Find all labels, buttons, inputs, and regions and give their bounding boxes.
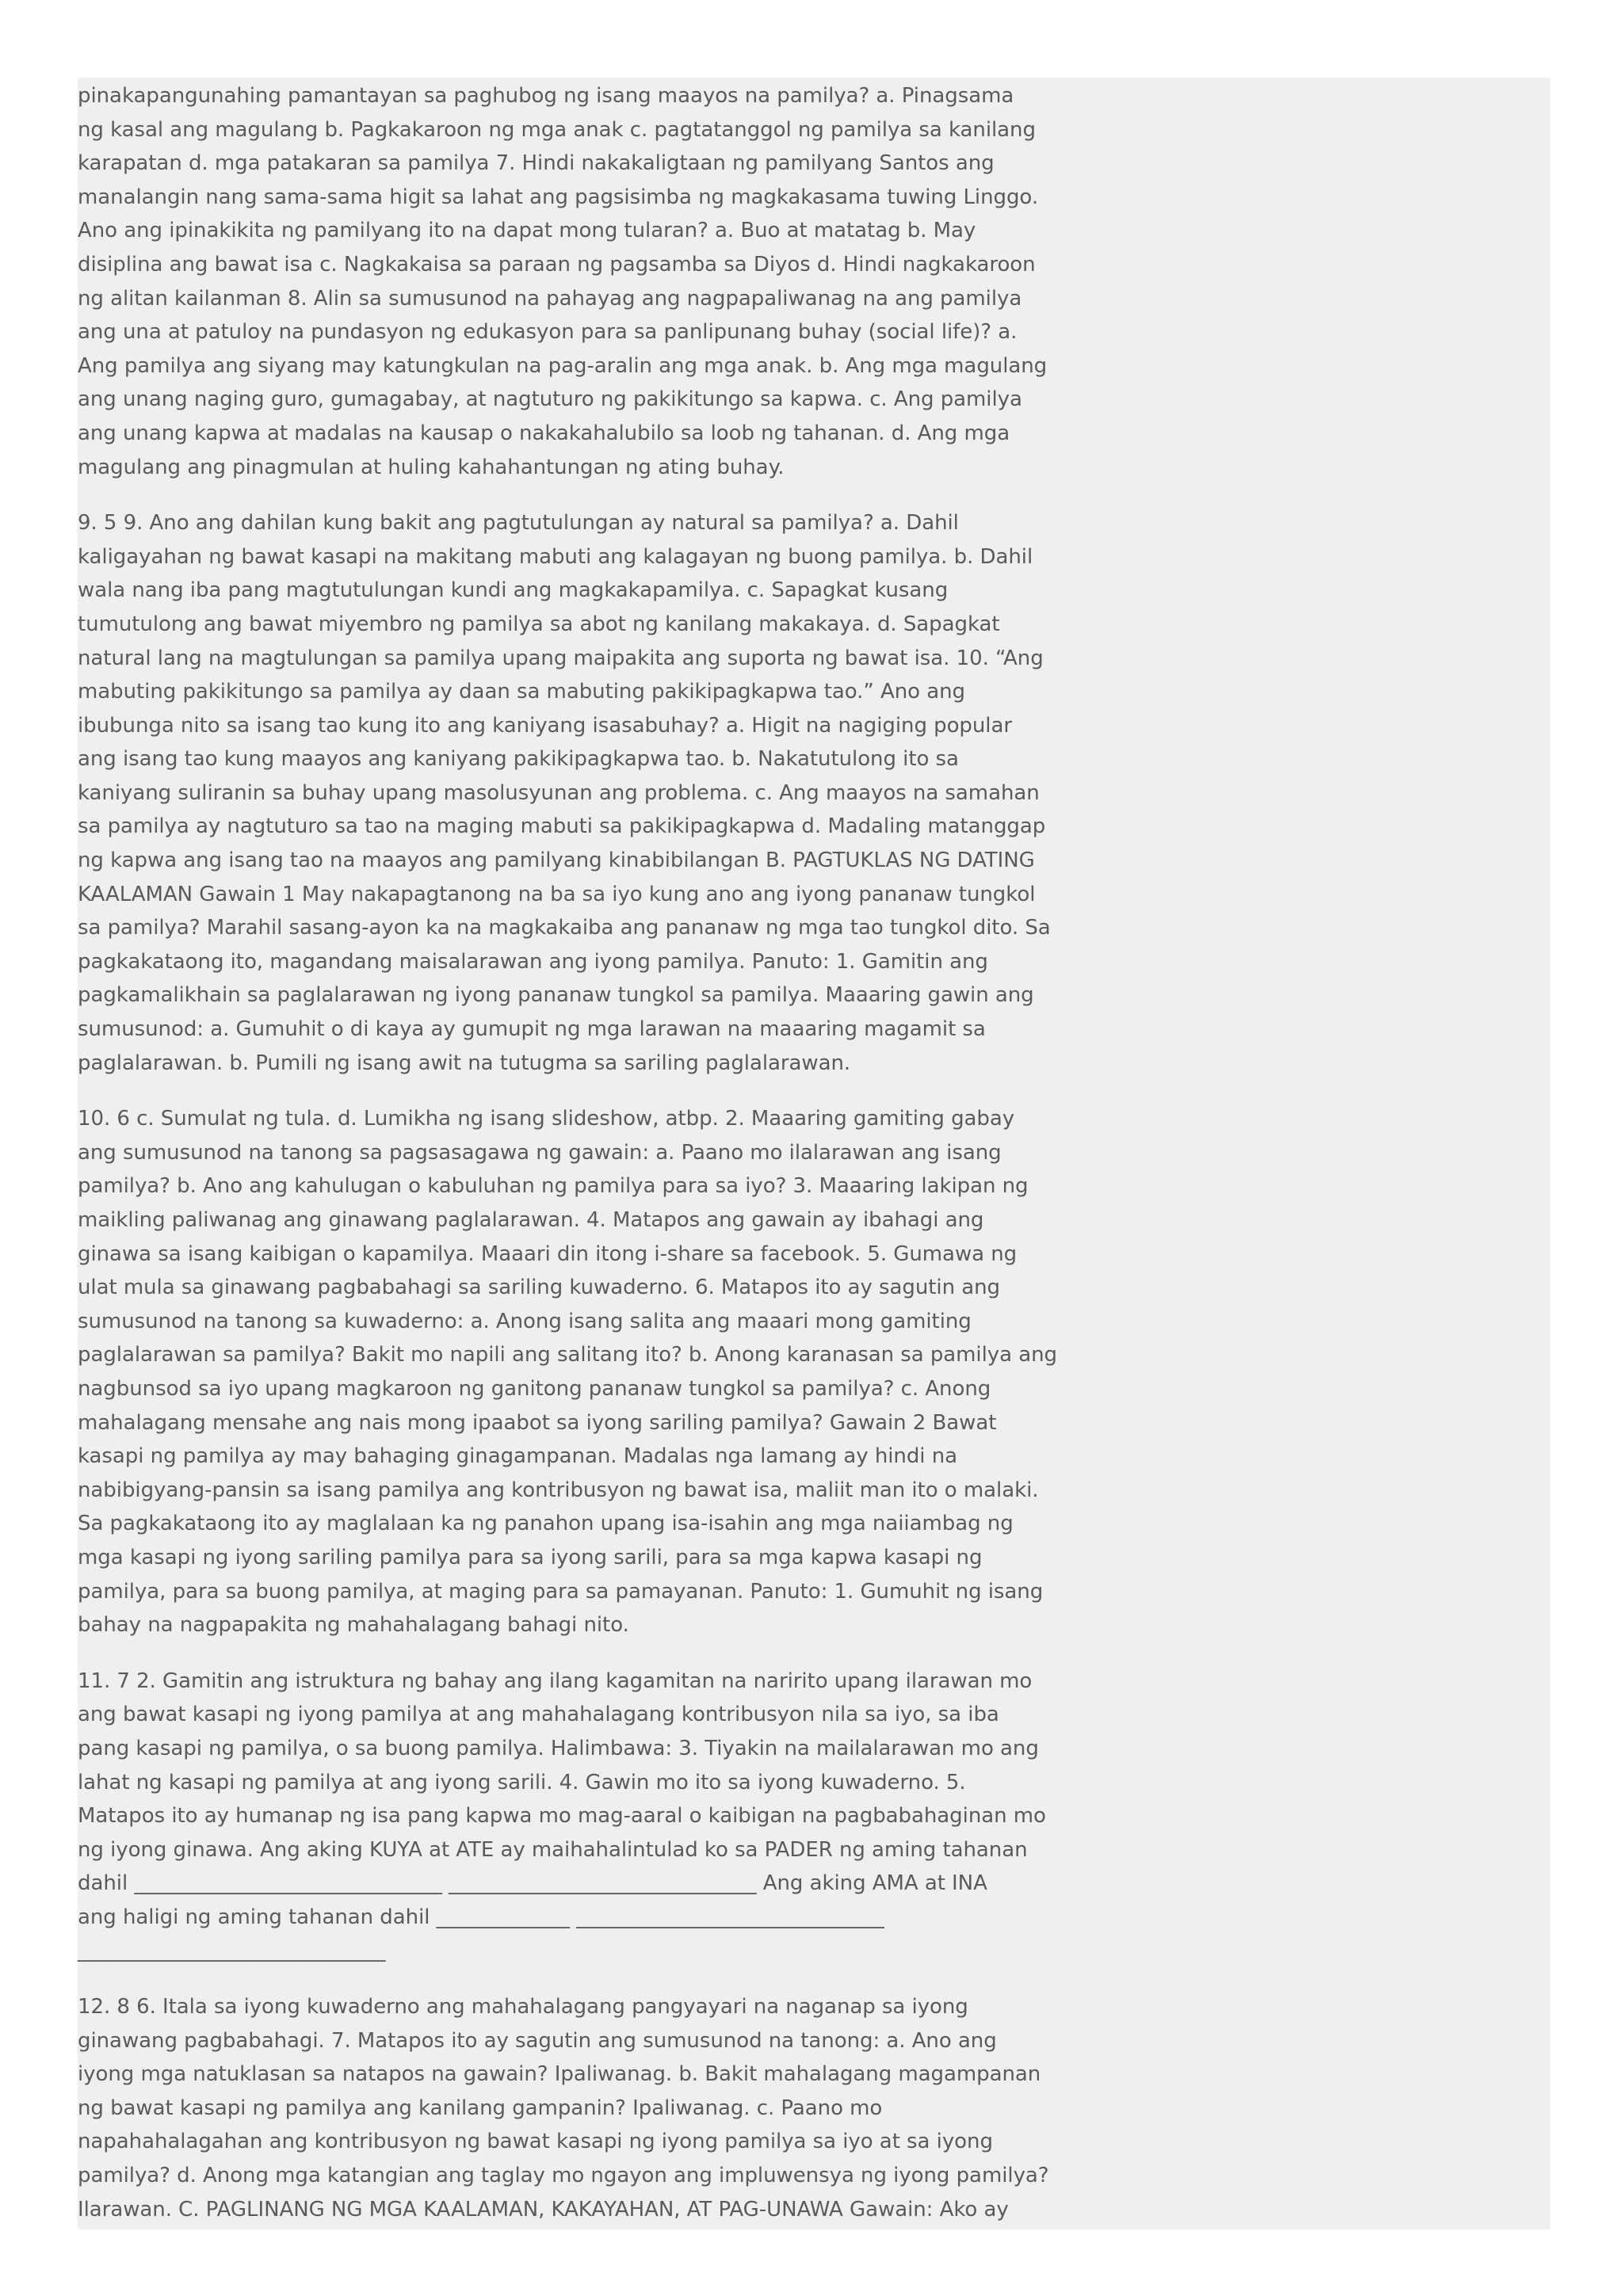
paragraph-4: 11. 7 2. Gamitin ang istruktura ng bahay ang ilang kagamitan na naririto upang ilarawan mo ang bawat kasapi ng iyong pamilya at ang mahahalagang kontribusyon nila sa iyo, sa iba pang kasapi ng pamilya, o sa buong pamilya. Halimbawa: 3. Tiyakin na mailalarawan mo ang lahat ng kasapi ng pamilya at ang iyong sarili. 4. Gawin mo ito sa iyong kuwaderno. 5. Matapos ito ay humanap ng isa pang kapwa mo mag-aaral o kaibigan na pagbabahaginan mo ng iyong ginawa. Ang aking KUYA at ATE ay maihahalintulad ko sa PADER ng aming tahanan dahil ______________________________ ______________________________ Ang aking AMA at INA ang haligi ng aming tahanan dahil _____________ ______________________________ ______________________________ xyxy=(78,1669,1046,1963)
paragraph-1: pinakapangunahing pamantayan sa paghubog ng isang maayos na pamilya? a. Pinagsama ng kasal ang magulang b. Pagkakaroon ng mga anak c. pagtatanggol ng pamilya sa kanilang karapatan d. mga patakaran sa pamilya 7. Hindi nakakaligtaan ng pamilyang Santos ang manalangin nang sama-sama higit sa lahat ang pagsisimba ng magkakasama tuwing Linggo. Ano ang ipinakikita ng pamilyang ito na dapat mong tularan? a. Buo at matatag b. May disiplina ang bawat isa c. Nagkakaisa sa paraan ng pagsamba sa Diyos d. Hindi nagkakaroon ng alitan kailanman 8. Alin sa sumusunod na pahayag ang nagpapaliwanag na ang pamilya ang una at patuloy na pundasyon ng edukasyon para sa panlipunang buhay (social life)? a. Ang pamilya ang siyang may katungkulan na pag-aralin ang mga anak. b. Ang mga magulang ang unang naging guro, gumagabay, at nagtuturo ng pakikitungo sa kapwa. c. Ang pamilya ang unang kapwa at madalas na kausap o nakakahalubilo sa loob ng tahanan. d. Ang mga magulang ang pinagmulan at huling kahahantungan ng ating buhay. xyxy=(78,84,1048,479)
text-column xyxy=(78,78,1064,2226)
document-page xyxy=(78,78,1550,2229)
paragraph-2: 9. 5 9. Ano ang dahilan kung bakit ang pagtutulungan ay natural sa pamilya? a. Dahil kaligayahan ng bawat kasapi na makitang mabuti ang kalagayan ng buong pamilya. b. Dahil wala nang iba pang magtutulungan kundi ang magkakapamilya. c. Sapagkat kusang tumutulong ang bawat miyembro ng pamilya sa abot ng kanilang makakaya. d. Sapagkat natural lang na magtulungan sa pamilya upang maipakita ang suporta ng bawat isa. 10. “Ang mabuting pakikitungo sa pamilya ay daan sa mabuting pakikipagkapwa tao.” Ano ang ibubunga nito sa isang tao kung ito ang kaniyang isasabuhay? a. Higit na nagiging popular ang isang tao kung maayos ang kaniyang pakikipagkapwa tao. b. Nakatutulong ito sa kaniyang suliranin sa buhay upang masolusyunan ang problema. c. Ang maayos na samahan sa pamilya ay nagtuturo sa tao na maging mabuti sa pakikipagkapwa d. Madaling matanggap ng kapwa ang isang tao na maayos ang pamilyang kinabibilangan B. PAGTUKLAS NG DATING KAALAMAN Gawain 1 May nakapagtanong na ba sa iyo kung ano ang iyong pananaw tungkol sa pamilya? Marahil sasang-ayon ka na magkakaiba ang pananaw ng mga tao tungkol dito. Sa pagkakataong ito, magandang maisalarawan ang iyong pamilya. Panuto: 1. Gamitin ang pagkamalikhain sa paglalarawan ng iyong pananaw tungkol sa pamilya. Maaaring gawin ang sumusunod: a. Gumuhit o di kaya ay gumupit ng mga larawan na maaaring magamit sa paglalarawan. b. Pumili ng isang awit na tutugma sa sariling paglalarawan. xyxy=(78,511,1051,1075)
paragraph-3: 10. 6 c. Sumulat ng tula. d. Lumikha ng isang slideshow, atbp. 2. Maaaring gamiting gabay ang sumusunod na tanong sa pagsasagawa ng gawain: a. Paano mo ilalarawan ang isang pamilya? b. Ano ang kahulugan o kabuluhan ng pamilya para sa iyo? 3. Maaaring lakipan ng maikling paliwanag ang ginawang paglalarawan. 4. Matapos ang gawain ay ibahagi ang ginawa sa isang kaibigan o kapamilya. Maaari din itong i-share sa facebook. 5. Gumawa ng ulat mula sa ginawang pagbabahagi sa sariling kuwaderno. 6. Matapos ito ay sagutin ang sumusunod na tanong sa kuwaderno: a. Anong isang salita ang maaari mong gamiting paglalarawan sa pamilya? Bakit mo napili ang salitang ito? b. Anong karanasan sa pamilya ang nagbunsod sa iyo upang magkaroon ng ganitong pananaw tungkol sa pamilya? c. Anong mahalagang mensahe ang nais mong ipaabot sa iyong sariling pamilya? Gawain 2 Bawat kasapi ng pamilya ay may bahaging ginagampanan. Madalas nga lamang ay hindi na nabibigyang-pansin sa isang pamilya ang kontribusyon ng bawat isa, maliit man ito o malaki. Sa pagkakataong ito ay maglalaan ka ng panahon upang isa-isahin ang mga naiiambag ng mga kasapi ng iyong sariling pamilya para sa iyong sarili, para sa mga kapwa kasapi ng pamilya, para sa buong pamilya, at maging para sa pamayanan. Panuto: 1. Gumuhit ng isang bahay na nagpapakita ng mahahalagang bahagi nito. xyxy=(78,1107,1057,1638)
paragraph-5: 12. 8 6. Itala sa iyong kuwaderno ang mahahalagang pangyayari na naganap sa iyong ginawang pagbabahagi. 7. Matapos ito ay sagutin ang sumusunod na tanong: a. Ano ang iyong mga natuklasan sa natapos na gawain? Ipaliwanag. b. Bakit mahalagang magampanan ng bawat kasapi ng pamilya ang kanilang gampanin? Ipaliwanag. c. Paano mo napahahalagahan ang kontribusyon ng bawat kasapi ng iyong pamilya sa iyo at sa iyong pamilya? d. Anong mga katangian ang taglay mo ngayon ang impluwensya ng iyong pamilya? Ilarawan. C. PAGLINANG NG MGA KAALAMAN, KAKAYAHAN, AT PAG-UNAWA Gawain: Ako ay xyxy=(78,1995,1049,2222)
